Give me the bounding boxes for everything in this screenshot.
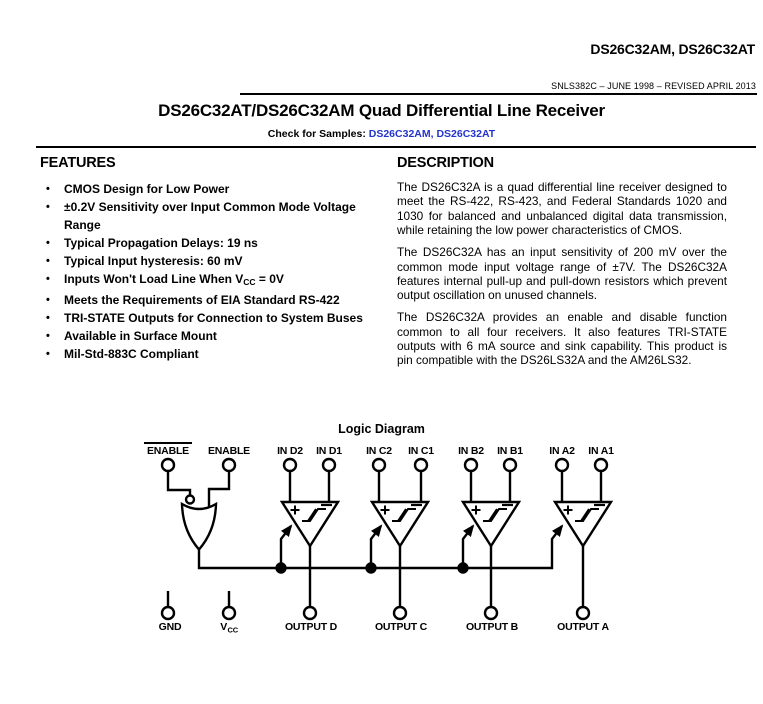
feature-text: CMOS Design for Low Power	[64, 182, 230, 196]
bullet-icon: •	[46, 312, 50, 324]
feature-text: Typical Propagation Delays: 19 ns	[64, 236, 258, 250]
feature-text-post: = 0V	[255, 272, 284, 286]
pin-terminal-output-b	[485, 607, 497, 619]
pin-label-in-b1: IN B1	[497, 445, 523, 457]
pin-terminal-in-a2	[556, 459, 568, 471]
description-paragraph: The DS26C32A has an input sensitivity of 200 mV over the common mode input voltage range of ±7V. The DS26C32A features internal pull-up and pull-down resistors which prevent output oscillation on unused channels.	[397, 245, 727, 303]
pin-label-in-d2: IN D2	[277, 445, 303, 457]
pin-label-enable-bar: ENABLE	[147, 445, 189, 457]
feature-text-pre: Inputs Won't Load Line When V	[64, 272, 244, 286]
bullet-icon: •	[46, 237, 50, 249]
description-paragraph: The DS26C32A provides an enable and disable function common to all four receivers. It also features TRI-STATE outputs with 6 mA source and sink capability. This product is pin compatible with the DS26LS32A and the AM26LS32.	[397, 310, 727, 368]
bullet-icon: •	[46, 330, 50, 342]
logic-diagram	[0, 420, 763, 660]
pin-label-in-c2: IN C2	[366, 445, 392, 457]
feature-item	[40, 345, 370, 363]
sample-link-1[interactable]: DS26C32AM	[368, 128, 431, 140]
pin-label-output-b: OUTPUT B	[465, 621, 519, 633]
pin-label-in-b2: IN B2	[458, 445, 484, 457]
feature-item	[40, 234, 370, 252]
bullet-icon: •	[46, 183, 50, 195]
bullet-icon: •	[46, 255, 50, 267]
pin-label-gnd: GND	[158, 621, 182, 633]
pin-terminal-enable	[223, 459, 235, 471]
enable-bus	[199, 526, 562, 568]
pin-label-vcc-subscript: CC	[227, 625, 238, 635]
features-section	[40, 155, 370, 363]
samples-separator: ,	[430, 128, 437, 140]
input-stems	[290, 471, 601, 502]
page-title: DS26C32AT/DS26C32AM Quad Differential Line Receiver	[158, 101, 605, 120]
feature-text: Meets the Requirements of EIA Standard RS-422	[64, 293, 340, 307]
pin-terminal-in-c2	[373, 459, 385, 471]
feature-item	[40, 252, 370, 270]
feature-item	[40, 180, 370, 198]
pin-label-in-a2: IN A2	[549, 445, 575, 457]
pin-terminal-in-b1	[504, 459, 516, 471]
pin-terminal-output-a	[577, 607, 589, 619]
pin-terminal-enable-bar	[162, 459, 174, 471]
receiver-b	[463, 502, 519, 546]
receiver-c	[372, 502, 428, 546]
bullet-icon: •	[46, 273, 50, 285]
output-stems	[310, 546, 583, 607]
power-stems	[168, 591, 229, 607]
header-part-numbers: DS26C32AM, DS26C32AT	[590, 41, 755, 57]
doc-revision-info: SNLS382C – JUNE 1998 – REVISED APRIL 2013	[551, 81, 756, 91]
hysteresis-icons	[302, 509, 599, 521]
pin-label-in-c1: IN C1	[408, 445, 434, 457]
pin-terminal-in-d2	[284, 459, 296, 471]
bottom-pin-labels	[159, 621, 610, 635]
pin-label-output-a: OUTPUT A	[557, 621, 609, 633]
feature-text	[64, 270, 364, 291]
samples-label: Check for Samples:	[267, 128, 369, 140]
description-paragraph: The DS26C32A is a quad differential line receiver designed to meet the RS-422, RS-423, and Federal Standards 1020 and 1030 for balanced and unbalanced digital data transmission, while retaining the low power characteristics of CMOS.	[397, 180, 727, 238]
diagram-wires	[144, 443, 611, 619]
feature-text: Typical Input hysteresis: 60 mV	[64, 254, 243, 268]
sample-link-2[interactable]: DS26C32AT	[436, 128, 496, 140]
bullet-icon: •	[46, 348, 50, 360]
pin-terminal-in-c1	[415, 459, 427, 471]
pin-terminal-in-d1	[323, 459, 335, 471]
feature-text: TRI-STATE Outputs for Connection to System Buses	[64, 311, 363, 325]
pin-terminal-output-d	[304, 607, 316, 619]
feature-text: ±0.2V Sensitivity over Input Common Mode Voltage Range	[64, 200, 356, 232]
feature-item	[40, 309, 370, 327]
pin-label-vcc: V	[220, 621, 227, 633]
or-gate	[182, 504, 216, 550]
pin-label-output-d: OUTPUT D	[284, 621, 338, 633]
samples-line	[0, 128, 763, 140]
pin-terminal-in-a1	[595, 459, 607, 471]
feature-text: Mil-Std-883C Compliant	[64, 347, 199, 361]
header-divider	[240, 93, 757, 95]
feature-item	[40, 291, 370, 309]
pin-terminal-gnd	[162, 607, 174, 619]
logic-diagram-title: Logic Diagram	[338, 422, 425, 436]
description-section	[397, 155, 727, 375]
pin-label-in-d1: IN D1	[316, 445, 342, 457]
bullet-icon: •	[46, 294, 50, 306]
pin-label-enable: ENABLE	[208, 445, 250, 457]
pin-terminal-vcc	[223, 607, 235, 619]
enable-wire	[209, 471, 229, 507]
description-heading: DESCRIPTION	[397, 155, 494, 171]
feature-item	[40, 327, 370, 345]
junction-dot	[367, 564, 376, 573]
junction-dot	[459, 564, 468, 573]
pin-terminal-output-c	[394, 607, 406, 619]
bullet-icon: •	[46, 201, 50, 213]
title-divider	[36, 146, 756, 148]
enable-tap-c	[371, 526, 381, 568]
enable-bar-wire	[168, 471, 190, 495]
top-pin-labels	[147, 445, 614, 457]
features-heading: FEATURES	[40, 155, 116, 171]
feature-text: Available in Surface Mount	[64, 329, 217, 343]
pin-label-in-a1: IN A1	[588, 445, 614, 457]
feature-item	[40, 198, 370, 234]
feature-item	[40, 270, 370, 291]
receiver-d	[282, 502, 338, 546]
inverter-bubble-icon	[186, 496, 194, 504]
enable-tap-b	[463, 526, 473, 568]
pin-terminal-in-b2	[465, 459, 477, 471]
receiver-a	[555, 502, 611, 546]
pin-label-output-c: OUTPUT C	[374, 621, 428, 633]
junction-dot	[277, 564, 286, 573]
vcc-subscript: CC	[243, 277, 256, 287]
enable-tap-d	[281, 526, 291, 568]
